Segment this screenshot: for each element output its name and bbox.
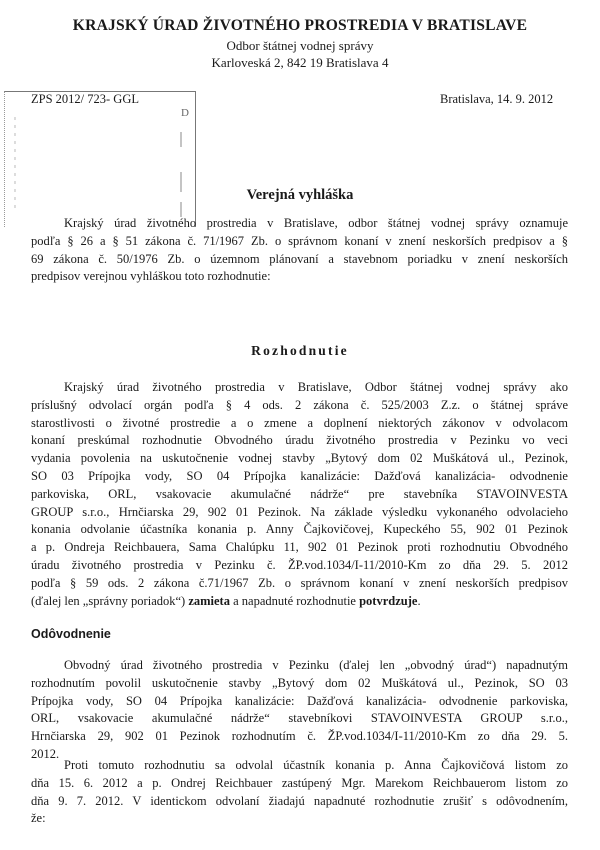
decision-line: starostlivosti o životné prostredie a o zmene a doplnení niektorých zákonov v odvolacom (31, 415, 568, 430)
department-name: Odbor štátnej vodnej správy (226, 38, 374, 53)
decision-line: SO 03 Prípojka vody, SO 04 Prípojka kanalizácie: Dažďová kanalizácia- odvodnenie (31, 468, 568, 483)
decision-line: konania odvolanie účastníka konania p. Anny Čajkovičovej, Kupeckého 55, 902 01 Pezinok (31, 522, 568, 537)
office-title: KRAJSKÝ ÚRAD ŽIVOTNÉHO PROSTREDIA V BRATISLAVE (72, 17, 528, 34)
reasons-line: ORL, vsakovacie akumulačné nádrže“ stavebníkovi STAVOINVESTA GROUP s.r.o., (31, 711, 568, 726)
reasons-line: 2012. (31, 746, 60, 761)
reasons-line: Proti tomuto rozhodnutiu sa odvolal účastník konania p. Anna Čajkovičová listom zo (64, 758, 568, 772)
decision-line: podľa § 59 ods. 2 zákona č.71/1967 Zb. o správnom konaní v znení neskorších predpisov (31, 575, 568, 590)
rejects-word: zamieta (188, 593, 230, 608)
reasons-paragraph-2 (31, 757, 568, 828)
intro-line: predpisov verejnou vyhláškou toto rozhodnutie: (31, 269, 271, 284)
reasons-line: dňa 15. 6. 2012 a p. Ondrej Reichbauer zastúpený Mgr. Marekom Reichbauerom listom zo (31, 775, 568, 790)
stamp-mark-d: D (181, 107, 189, 119)
registry-stamp (4, 91, 196, 227)
decision-line: a p. Ondreja Reichbauera, Sama Chalúpku 11, 902 01 Pezinok proti rozhodnutiu Obvodného (31, 540, 568, 555)
intro-line: Krajský úrad životného prostredia v Bratislave, odbor štátnej vodnej správy oznamuje (64, 216, 568, 230)
decision-heading: Rozhodnutie (251, 343, 349, 358)
reasons-paragraph-1 (31, 657, 568, 764)
decision-line: parkoviska, ORL, vsakovacie akumulačné nádrže“ pre stavebníka STAVOINVESTA (31, 486, 568, 501)
intro-paragraph (31, 215, 568, 286)
reasons-heading: Odôvodnenie (31, 627, 111, 641)
reasons-line: že: (31, 811, 46, 826)
reasons-line: Prípojka vody, SO 04 Prípojka kanalizácie: Dažďová kanalizácia- odvodnenie parkoviska, (31, 693, 568, 708)
reasons-line: dňa 9. 7. 2012. V identickom odvolaní žiadajú napadnuté rozhodnutie zrušiť s odôvodnením, (31, 793, 568, 808)
office-address: Karloveská 2, 842 19 Bratislava 4 (211, 55, 389, 70)
reference-number: ZPS 2012/ 723- GGL (31, 92, 139, 106)
decision-final-text: a napadnuté rozhodnutie (229, 593, 360, 608)
decision-line: vydania povolenia na uskutočnenie vodnej stavby „Bytový dom 02 Muškátová ul., Pezinok, (31, 451, 568, 466)
reasons-line: Hrnčiarska 29, 902 01 Pezinok rozhodnutím č. ŽP.vod.1034/I-11/2010-Km zo dňa 29. 5. (31, 729, 568, 744)
reasons-line: rozhodnutím povolil uskutočnenie stavby „Bytový dom 02 Muškátová ul., Pezinok, SO 03 (31, 675, 568, 690)
public-notice-heading: Verejná vyhláška (246, 187, 354, 203)
intro-line: 69 zákona č. 50/1976 Zb. o územnom plánovaní a stavebnom poriadku v znení neskorších (31, 251, 568, 266)
decision-line: Krajský úrad životného prostredia v Bratislave, Odbor štátnej vodnej správy ako (64, 380, 568, 394)
confirms-word: potvrdzuje (359, 593, 418, 608)
decision-final-line (31, 593, 568, 611)
document-date: Bratislava, 14. 9. 2012 (440, 92, 554, 106)
decision-line: konaní preskúmal rozhodnutie Obvodného úradu životného prostredia v Pezinku vo veci (31, 433, 568, 448)
decision-line: príslušný odvolací orgán podľa § 4 ods. 2 zákona č. 525/2003 Z.z. o štátnej správe (31, 397, 568, 412)
decision-paragraph (31, 379, 568, 610)
stamp-lines (5, 92, 195, 227)
intro-line: podľa § 26 a § 51 zákona č. 71/1967 Zb. o správnom konaní v znení neskorších predpisov a § (31, 233, 568, 248)
decision-final-text: (ďalej len „správny poriadok“) (31, 593, 189, 608)
reasons-line: Obvodný úrad životného prostredia v Pezinku (ďalej len „obvodný úrad“) napadnutým (64, 658, 568, 672)
decision-line: úradu životného prostredia v Pezinku č. ŽP.vod.1034/I-11/2010-Km zo dňa 29. 5. 2012 (31, 557, 568, 572)
decision-line: GROUP s.r.o., Hrnčiarska 29, 902 01 Pezinok. Na základe výsledku vykonaného odvolacieho (31, 504, 568, 519)
decision-final-text: . (417, 593, 421, 608)
